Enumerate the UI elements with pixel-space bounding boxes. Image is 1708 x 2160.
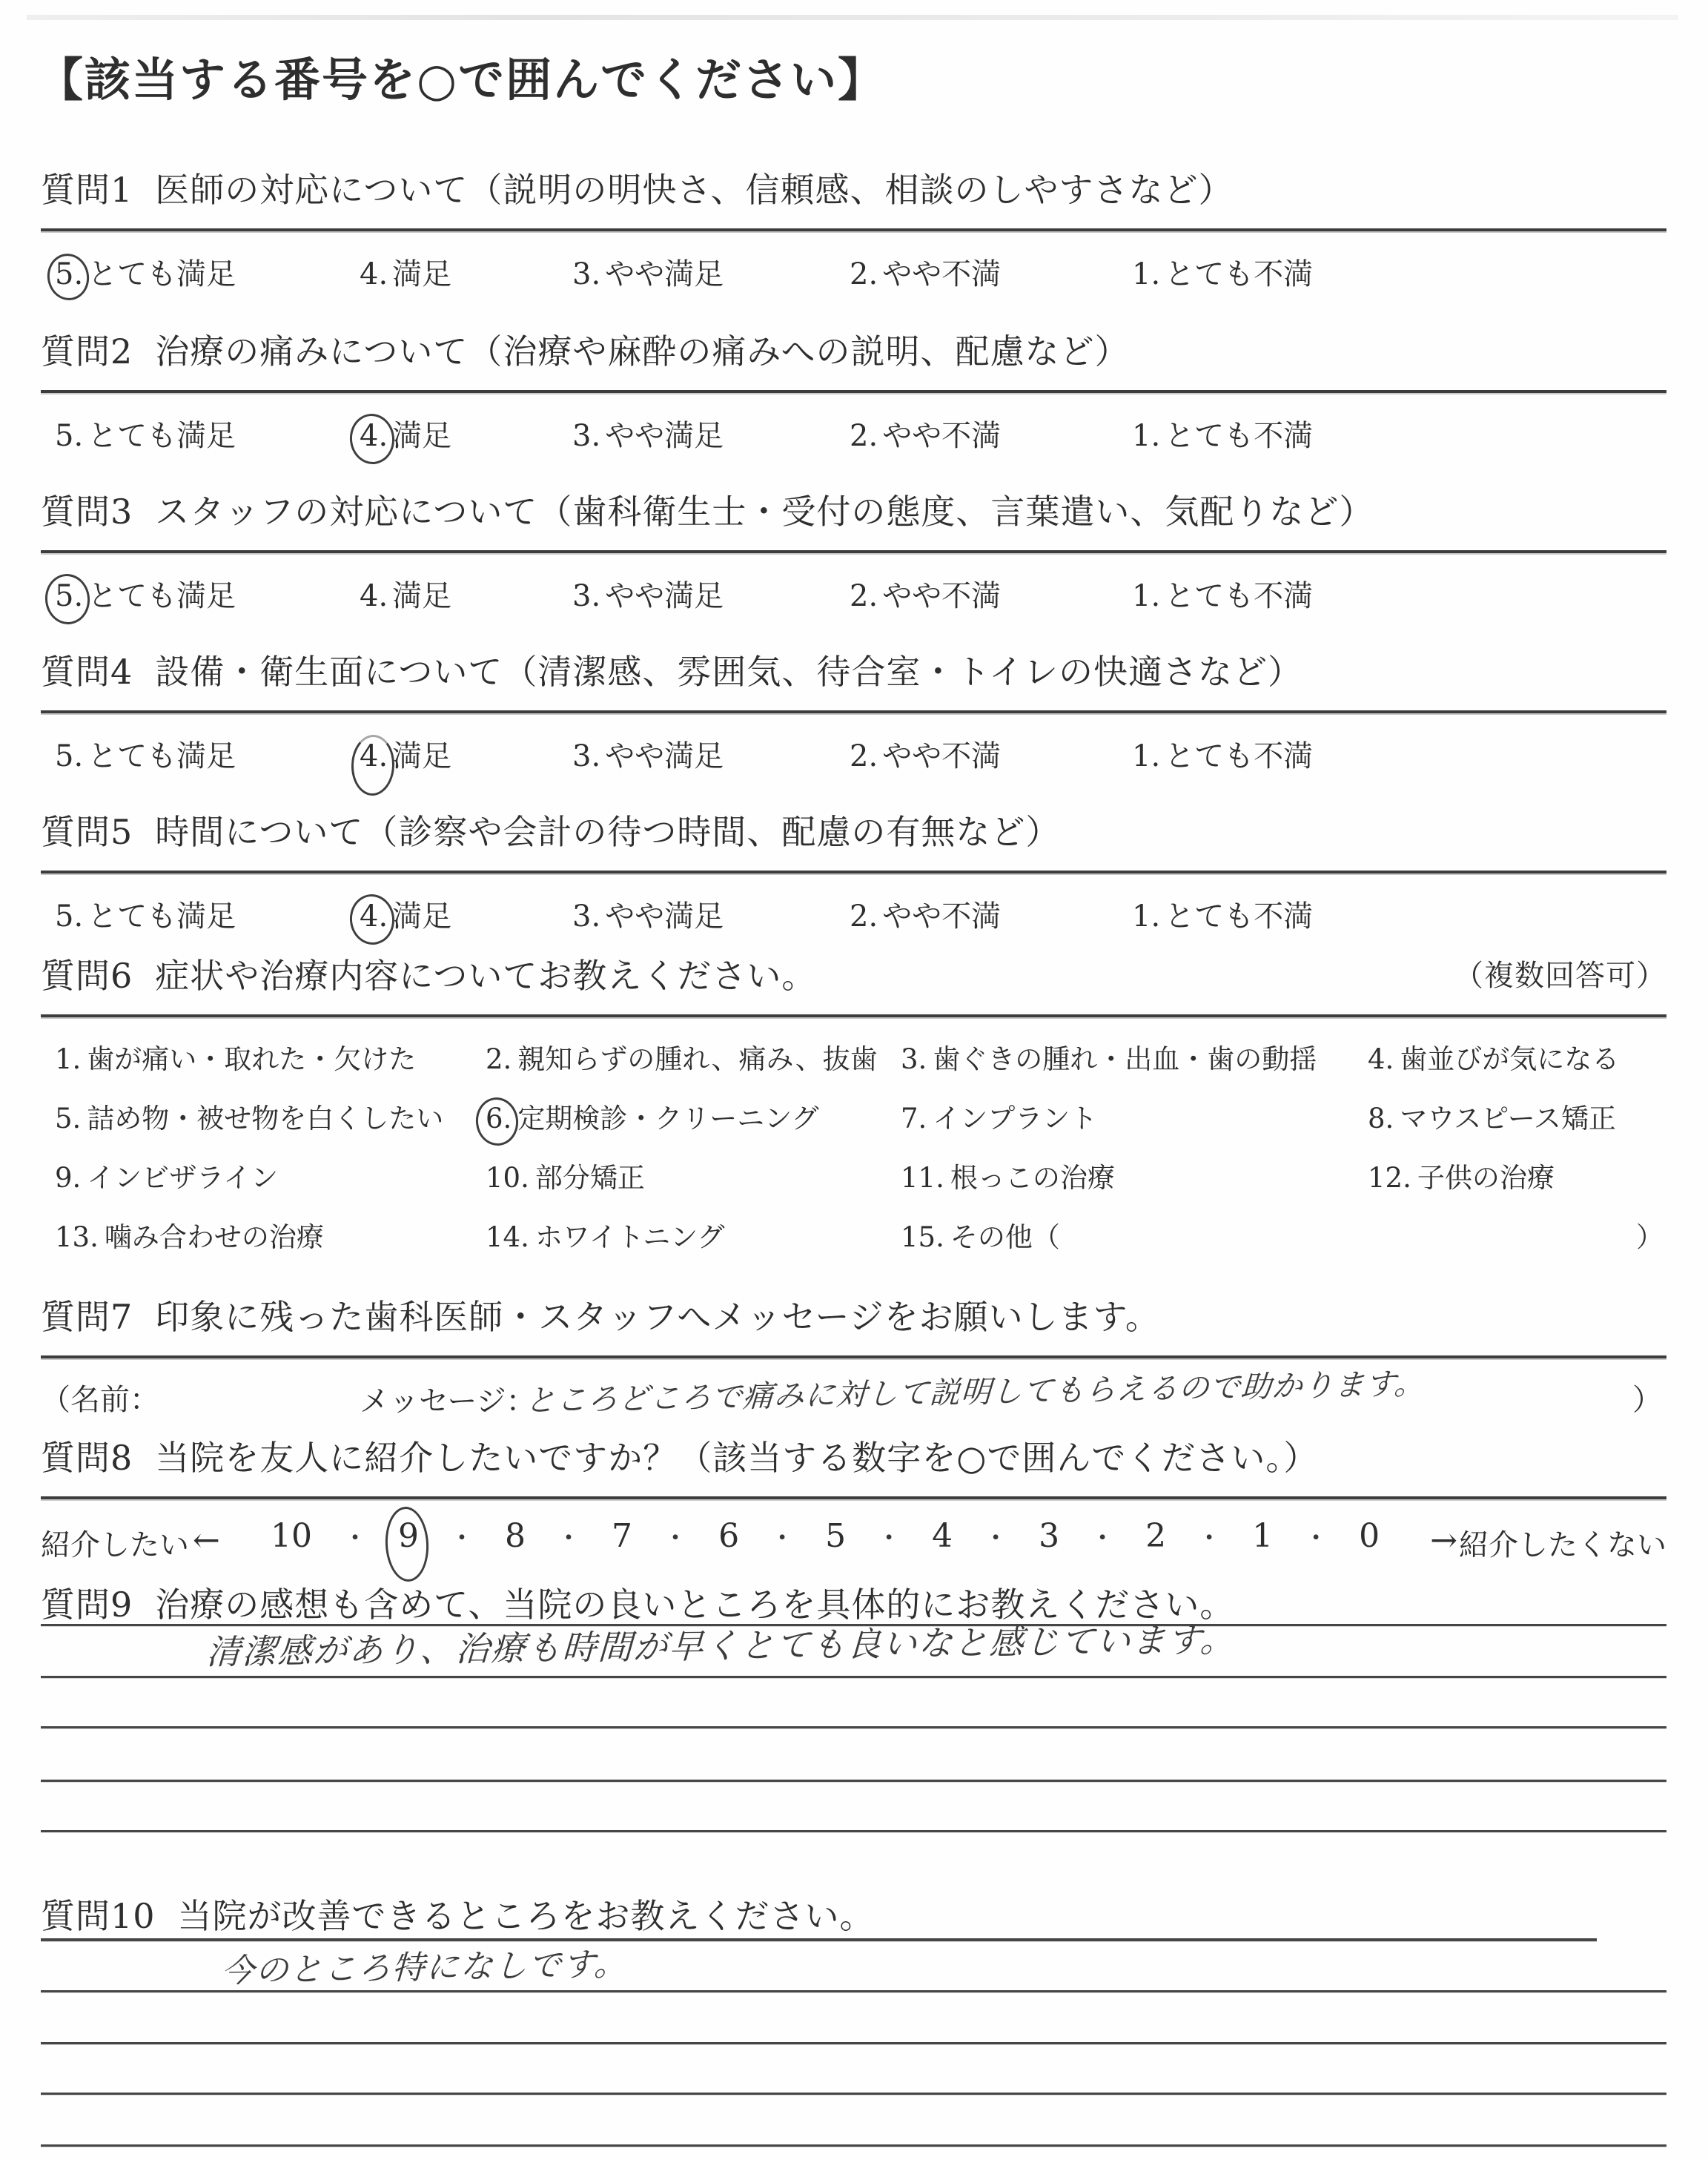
- symptom-item: [1368, 1155, 1555, 1195]
- dot-separator: ・: [1089, 1523, 1116, 1553]
- option-text: 歯が痛い・取れた・欠けた: [87, 1043, 417, 1075]
- scale-number: 4: [932, 1517, 953, 1555]
- circled-answer: 4.: [360, 419, 388, 453]
- message-field-label: メッセージ：: [360, 1384, 536, 1418]
- recommend-label: 紹介したい: [41, 1528, 189, 1562]
- divider-line: [41, 1496, 1666, 1499]
- dot-separator: ・: [448, 1523, 476, 1553]
- writing-line: [41, 2042, 1666, 2044]
- option-text: やや満足: [605, 739, 724, 773]
- scale-number: 0: [1359, 1517, 1380, 1555]
- divider-line: [41, 871, 1666, 873]
- handwritten-answer: 今のところ特になしです。: [220, 1945, 629, 1991]
- question-10-heading: [41, 1889, 1666, 1938]
- rating-option: [572, 733, 724, 775]
- symptom-row: [41, 1215, 1666, 1274]
- dot-separator: ・: [662, 1523, 689, 1553]
- scale-number: 5: [825, 1517, 847, 1555]
- option-number: 8.: [1368, 1103, 1394, 1135]
- divider-line: [41, 550, 1666, 553]
- option-text: やや満足: [605, 899, 724, 934]
- option-text: インビザライン: [87, 1162, 279, 1194]
- option-text: とても満足: [87, 579, 236, 613]
- circled-answer: 4.: [360, 739, 388, 773]
- rating-option: [1132, 572, 1313, 615]
- option-text: やや満足: [605, 419, 724, 453]
- option-number: 9.: [55, 1162, 82, 1194]
- option-text: とても不満: [1165, 739, 1314, 773]
- question-title: スタッフの対応について（歯科衛生士・受付の態度、言葉遣い、気配りなど）: [155, 492, 1374, 532]
- symptom-item: [55, 1155, 278, 1195]
- question-label: 質問2: [41, 331, 133, 371]
- symptom-item: [901, 1037, 1317, 1077]
- question-label: 質問1: [41, 170, 133, 210]
- option-text: 子供の治療: [1417, 1162, 1555, 1194]
- rating-options: [41, 572, 1666, 620]
- option-number: 2.: [850, 899, 878, 934]
- option-number: 5.: [55, 739, 84, 773]
- option-text: やや不満: [882, 739, 1002, 773]
- option-text: 定期検診・クリーニング: [517, 1103, 819, 1135]
- option-number: 2.: [486, 1043, 512, 1075]
- symptom-item: [486, 1155, 645, 1195]
- option-text: ホワイトニング: [534, 1221, 725, 1253]
- option-text: やや不満: [882, 579, 1002, 613]
- question-label: 質問8: [41, 1438, 133, 1478]
- handwritten-message: ところどころで痛みに対して説明してもらえるので助かります。: [524, 1365, 1426, 1419]
- option-number: 1.: [1132, 579, 1161, 613]
- question-8-heading: [41, 1431, 1666, 1480]
- rating-option: [850, 251, 1001, 293]
- option-number: 5.: [55, 1103, 82, 1135]
- rating-option: [55, 251, 236, 293]
- divider-line: [41, 228, 1666, 231]
- option-number: 13.: [55, 1221, 99, 1253]
- option-number: 10.: [486, 1162, 529, 1194]
- option-text: やや不満: [882, 419, 1002, 453]
- option-number: 4.: [360, 579, 388, 613]
- symptom-item: [901, 1096, 1097, 1136]
- rating-option: [55, 893, 236, 935]
- question-title: 症状や治療内容についてお教えください。: [155, 956, 817, 996]
- option-number: 2.: [850, 579, 878, 613]
- question-3-section: [41, 485, 1666, 620]
- dot-separator: ・: [342, 1523, 369, 1553]
- nps-scale: [41, 1517, 1666, 1573]
- option-number: 5.: [55, 419, 84, 453]
- symptom-row: [41, 1037, 1666, 1096]
- option-number: 3.: [572, 739, 601, 773]
- option-number: 1.: [1132, 899, 1161, 934]
- option-number: 5.: [55, 899, 84, 934]
- circled-answer: 5.: [55, 257, 84, 291]
- right-arrow-icon: →: [1430, 1522, 1457, 1559]
- option-text: とても満足: [87, 899, 236, 934]
- rating-option: [1132, 412, 1313, 455]
- writing-line: [41, 1780, 1666, 1782]
- option-text: とても満足: [87, 739, 236, 773]
- question-title: 当院が改善できるところをお教えください。: [177, 1896, 875, 1936]
- question-title: 印象に残った歯科医師・スタッフへメッセージをお願いします。: [155, 1297, 1160, 1337]
- symptom-item: [486, 1096, 819, 1136]
- rating-option: [360, 733, 451, 775]
- rating-option: [572, 412, 724, 455]
- option-text: やや満足: [605, 579, 724, 613]
- option-number: 3.: [572, 579, 601, 613]
- dot-separator: ・: [982, 1523, 1010, 1553]
- question-label: 質問5: [41, 812, 133, 852]
- option-text: とても不満: [1165, 257, 1314, 291]
- option-number: 4.: [1368, 1043, 1394, 1075]
- question-2-section: [41, 325, 1666, 460]
- rating-option: [850, 572, 1001, 615]
- writing-line: [41, 1676, 1666, 1678]
- question-label: 質問9: [41, 1585, 133, 1625]
- scale-numbers: [271, 1517, 1380, 1555]
- scale-number: 1: [1252, 1517, 1274, 1555]
- option-text: 部分矯正: [534, 1162, 645, 1194]
- circled-answer: 6.: [486, 1103, 512, 1135]
- writing-line: [41, 1726, 1666, 1728]
- page-title: 【該当する番号を○で囲んでください】: [37, 53, 886, 107]
- rating-option: [850, 893, 1001, 935]
- question-title: 治療の感想も含めて、当院の良いところを具体的にお教えください。: [155, 1585, 1235, 1625]
- other-close-paren: ）: [1636, 1221, 1664, 1253]
- rating-option: [1132, 251, 1313, 293]
- option-number: 3.: [901, 1043, 927, 1075]
- divider-line: [41, 1355, 1666, 1358]
- question-title: 医師の対応について（説明の明快さ、信頼感、相談のしやすさなど）: [155, 170, 1234, 210]
- dot-separator: ・: [1196, 1523, 1223, 1553]
- option-text: 歯並びが気になる: [1400, 1043, 1620, 1075]
- question-7-heading: [41, 1290, 1666, 1339]
- question-6-section: [41, 949, 1666, 1274]
- option-number: 15.: [901, 1221, 944, 1253]
- option-number: 2.: [850, 419, 878, 453]
- rating-options: [41, 251, 1666, 298]
- divider-line: [41, 1938, 1597, 1941]
- option-number: 3.: [572, 257, 601, 291]
- divider-line: [41, 1014, 1666, 1017]
- symptom-item: [1368, 1037, 1619, 1077]
- circled-answer: 4.: [360, 899, 388, 934]
- option-text: その他（: [950, 1221, 1060, 1253]
- writing-line: [41, 1830, 1666, 1832]
- question-4-heading: [41, 645, 1666, 694]
- scale-number: 10: [271, 1517, 312, 1555]
- option-number: 3.: [572, 419, 601, 453]
- rating-option: [360, 412, 451, 455]
- option-text: インプラント: [933, 1103, 1098, 1135]
- rating-option: [360, 572, 451, 615]
- rating-options: [41, 412, 1666, 460]
- rating-option: [1132, 733, 1313, 775]
- rating-option: [572, 893, 724, 935]
- option-text: 親知らずの腫れ、痛み、抜歯: [517, 1043, 878, 1075]
- name-field-label: （名前：: [41, 1383, 159, 1417]
- symptom-item: [486, 1215, 725, 1255]
- question-5-heading: [41, 805, 1666, 854]
- option-text: 満足: [392, 579, 452, 613]
- rating-option: [572, 251, 724, 293]
- question-title: 時間について（診察や会計の待つ時間、配慮の有無など）: [155, 812, 1061, 852]
- dot-separator: ・: [1302, 1523, 1330, 1553]
- option-text: 満足: [392, 257, 452, 291]
- symptom-row: [41, 1096, 1666, 1155]
- rating-option: [1132, 893, 1313, 935]
- question-label: 質問10: [41, 1896, 156, 1936]
- option-text: 満足: [392, 419, 452, 453]
- rating-option: [360, 893, 451, 935]
- question-label: 質問4: [41, 652, 133, 692]
- scale-number: 3: [1039, 1517, 1060, 1555]
- symptom-item: [55, 1215, 324, 1255]
- option-text: とても不満: [1165, 899, 1314, 934]
- option-number: 12.: [1368, 1162, 1411, 1194]
- question-label: 質問6: [41, 956, 133, 996]
- option-text: やや不満: [882, 257, 1002, 291]
- symptom-item: [901, 1215, 1060, 1255]
- option-text: マウスピース矯正: [1400, 1103, 1616, 1135]
- option-text: 満足: [392, 739, 452, 773]
- question-9-section: [41, 1578, 1666, 1889]
- option-text: 根っこの治療: [950, 1162, 1115, 1194]
- question-8-section: [41, 1431, 1666, 1573]
- rating-option: [850, 733, 1001, 775]
- question-title: 治療の痛みについて（治療や麻酔の痛みへの説明、配慮など）: [155, 331, 1130, 371]
- dot-separator: ・: [875, 1523, 903, 1553]
- rating-option: [55, 572, 236, 615]
- rating-option: [360, 251, 451, 293]
- question-label: 質問7: [41, 1297, 133, 1337]
- option-number: 1.: [1132, 257, 1161, 291]
- left-arrow-icon: ←: [193, 1522, 220, 1559]
- scan-artifact-line: [27, 15, 1678, 20]
- multiple-answers-note: （複数回答可）: [1454, 959, 1666, 993]
- option-text: とても満足: [87, 257, 236, 291]
- scale-number: 8: [505, 1517, 526, 1555]
- symptom-item: [55, 1037, 416, 1077]
- symptom-item: [901, 1155, 1115, 1195]
- option-text: とても不満: [1165, 579, 1314, 613]
- option-text: とても不満: [1165, 419, 1314, 453]
- rating-options: [41, 733, 1666, 780]
- question-5-section: [41, 805, 1666, 940]
- option-text: やや不満: [882, 899, 1002, 934]
- option-text: 詰め物・被せ物を白くしたい: [87, 1103, 444, 1135]
- scale-number: 6: [718, 1517, 740, 1555]
- rating-option: [850, 412, 1001, 455]
- option-number: 14.: [486, 1221, 529, 1253]
- question-2-heading: [41, 325, 1666, 374]
- writing-line: [41, 2144, 1666, 2147]
- option-text: 噛み合わせの治療: [104, 1221, 324, 1253]
- divider-line: [41, 710, 1666, 713]
- question-title: 設備・衛生面について（清潔感、雰囲気、待合室・トイレの快適さなど）: [155, 652, 1303, 692]
- question-3-heading: [41, 485, 1666, 534]
- close-paren: ）: [1632, 1383, 1662, 1417]
- dot-separator: ・: [555, 1523, 583, 1553]
- symptom-options: [41, 1037, 1666, 1274]
- option-number: 1.: [1132, 739, 1161, 773]
- question-title: 当院を友人に紹介したいですか？（該当する数字を○で囲んでください。）: [155, 1438, 1319, 1478]
- option-text: 歯ぐきの腫れ・出血・歯の動揺: [933, 1043, 1317, 1075]
- symptom-row: [41, 1155, 1666, 1215]
- dot-separator: ・: [769, 1523, 796, 1553]
- question-1-section: [41, 163, 1666, 298]
- divider-line: [41, 390, 1666, 393]
- question-1-heading: [41, 163, 1666, 212]
- symptom-item: [486, 1037, 878, 1077]
- option-number: 4.: [360, 257, 388, 291]
- symptom-item: [55, 1096, 443, 1136]
- scale-number: 2: [1145, 1517, 1167, 1555]
- circled-answer: 5.: [55, 579, 84, 613]
- writing-line: [41, 1990, 1666, 1992]
- rating-option: [572, 572, 724, 615]
- option-number: 2.: [850, 739, 878, 773]
- handwritten-answer: 清潔感があり、治療も時間が早くとても良いなと感じています。: [205, 1619, 1237, 1673]
- question-label: 質問3: [41, 492, 133, 532]
- rating-option: [55, 412, 236, 455]
- option-text: やや満足: [605, 257, 724, 291]
- scale-number: 7: [612, 1517, 633, 1555]
- circled-answer: 9: [398, 1517, 420, 1555]
- option-text: 満足: [392, 899, 452, 934]
- question-10-section: [41, 1889, 1666, 2156]
- option-number: 7.: [901, 1103, 927, 1135]
- question-6-heading: [41, 949, 1666, 998]
- option-number: 1.: [1132, 419, 1161, 453]
- rating-options: [41, 893, 1666, 940]
- rating-option: [55, 733, 236, 775]
- option-text: とても満足: [87, 419, 236, 453]
- question-4-section: [41, 645, 1666, 780]
- option-number: 11.: [901, 1162, 944, 1194]
- writing-line: [41, 2093, 1666, 2095]
- option-number: 2.: [850, 257, 878, 291]
- symptom-item: [1368, 1096, 1616, 1136]
- option-number: 3.: [572, 899, 601, 934]
- option-number: 1.: [55, 1043, 82, 1075]
- not-recommend-label: 紹介したくない: [1459, 1528, 1666, 1562]
